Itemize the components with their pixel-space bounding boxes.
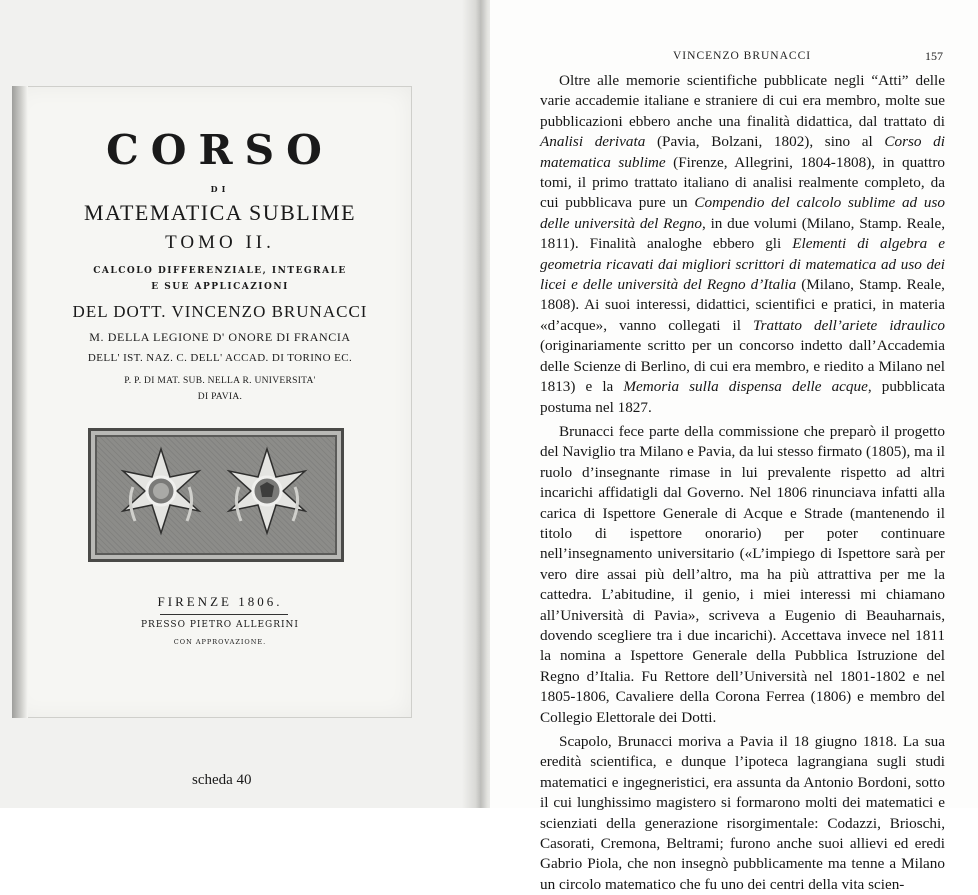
star-medal-left [123, 449, 199, 533]
page-number: 157 [925, 49, 943, 63]
title-page-facsimile [12, 86, 412, 718]
facsimile-volume: TOMO II. [165, 232, 275, 253]
italic-title-run: Trattato dell’ariete idraulico [753, 316, 945, 334]
plate-caption: scheda 40 [192, 772, 252, 788]
facsimile-position-2: DI PAVIA. [197, 392, 243, 402]
text-run: , pubblicata postuma nel 1827. [540, 378, 945, 416]
italic-title-run: Analisi derivata [540, 133, 646, 151]
body-text [540, 71, 945, 895]
text-run: (Milano, Stamp. Reale, 1808). Ai suoi interessi, didattici, scientifici e pratici, in materia «d’acque», vanno collegati il [540, 276, 945, 334]
facsimile-rule [160, 614, 288, 615]
running-head: VINCENZO BRUNACCI [673, 50, 812, 62]
facsimile-description-2: E SUE APPLICAZIONI [151, 282, 289, 292]
paragraph [540, 71, 945, 418]
facsimile-di: DI [210, 184, 230, 194]
text-run: (originariamente scritto per un concorso indetto dall’Accademia delle Scienze di Berlino, di cui era membro, e riedito a Milano nel 1813) e la [540, 337, 945, 396]
text-run: , in due volumi (Milano, Stamp. Reale, 1811). Finalità analoghe ebbero gli [540, 214, 945, 253]
facsimile-title: CORSO [106, 126, 334, 174]
paragraph [540, 732, 945, 895]
text-run: Brunacci fece parte della commissione che preparò il progetto del Naviglio tra Milano e Pavia, da lui stesso firmato (1805), ma il ruolo d’insegnante rimase in lui prevalente rispetto ad altri incarichi affidatigli dal Governo. Nel 1806 rinunciava infatti alla carica di Ispettore Generale di Acque e Strade (mantenendo il titolo di ispettore onorario) per poter continuare nell’insegnamento universitario («L’impiego di Ispettore sarà per vero dire assai più dell’altro, ma ha più attrattiva per me la cattedra. L’abitudine, il genio, i miei interessi mi chiamano all’Università di Pavia», scriveva a Eugenio di Beauharnais, dovendo scegliere tra i due incarichi). Accettava invece nel 1811 la nomina a Ispettore Generale della Pubblica Istruzione del Regno d’Italia. Fu Rettore dell’Università nel 1801-1802 e nel 1805-1806, Cavaliere della Corona Ferrea (1806) e membro del Collegio Elettorale dei Dotti. [540, 422, 945, 726]
facsimile-institutions: DELL' IST. NAZ. C. DELL' ACCAD. DI TORINO EC. [87, 352, 353, 364]
engraved-vignette [88, 428, 344, 562]
facsimile-approval: CON APPROVAZIONE. [173, 638, 267, 646]
text-run: (Pavia, Bolzani, 1802), sino al [645, 133, 885, 151]
italic-title-run: Memoria sulla dispensa delle acque [623, 378, 868, 396]
italic-title-run: Elementi di algebra e geometria ricavati dai migliori scrittori di matematica ad uso dei licei e delle università del Regno d’Italia [540, 235, 945, 294]
italic-title-run: Compendio del calcolo sublime ad uso delle università del Regno [540, 194, 945, 232]
italic-title-run: Corso di matematica sublime [540, 133, 945, 171]
facsimile-publisher: PRESSO PIETRO ALLEGRINI [141, 620, 299, 630]
facsimile-position-1: P. P. DI MAT. SUB. NELLA R. UNIVERSITA' [124, 376, 316, 386]
text-run: (Firenze, Allegrini, 1804-1808), in quattro tomi, il primo trattato italiano di analisi realmente completo, da cui pubblicava pure un [540, 153, 945, 212]
paragraph [540, 422, 945, 728]
star-medal-right [229, 449, 305, 533]
facsimile-honor: M. DELLA LEGIONE D' ONORE DI FRANCIA [89, 330, 351, 344]
facsimile-description-1: CALCOLO DIFFERENZIALE, INTEGRALE [93, 266, 347, 276]
facsimile-subject: MATEMATICA SUBLIME [83, 200, 357, 225]
plate-binding-shadow [12, 86, 28, 718]
facsimile-city-year: FIRENZE 1806. [157, 594, 283, 609]
text-run: Oltre alle memorie scientifiche pubblicate negli “Atti” delle varie accademie italiane e straniere di cui era membro, molte sue pubblicazioni ebbero anche una finalità didattica, dal trattato di [540, 72, 945, 130]
left-page [0, 0, 474, 808]
legion-of-honour-stars-illustration [91, 431, 335, 553]
text-run: Scapolo, Brunacci moriva a Pavia il 18 giugno 1818. La sua eredità scientifica, e dunque l’ipoteca lagrangiana sugli studi matematici e ingegneristici, era assunta da Antonio Bordoni, sotto il cui lunghissimo magistero si formarono molti dei matematici e scienziati della generazione risorgimentale: Codazzi, Brioschi, Casorati, Cremona, Beltrami; furono anche suoi allievi ed eredi Gabrio Piola, che non insegnò pubblicamente ma tenne a Milano un circolo matematico che fu uno dei centri della vita scien- [540, 733, 945, 893]
facsimile-author: DEL DOTT. VINCENZO BRUNACCI [72, 302, 368, 321]
